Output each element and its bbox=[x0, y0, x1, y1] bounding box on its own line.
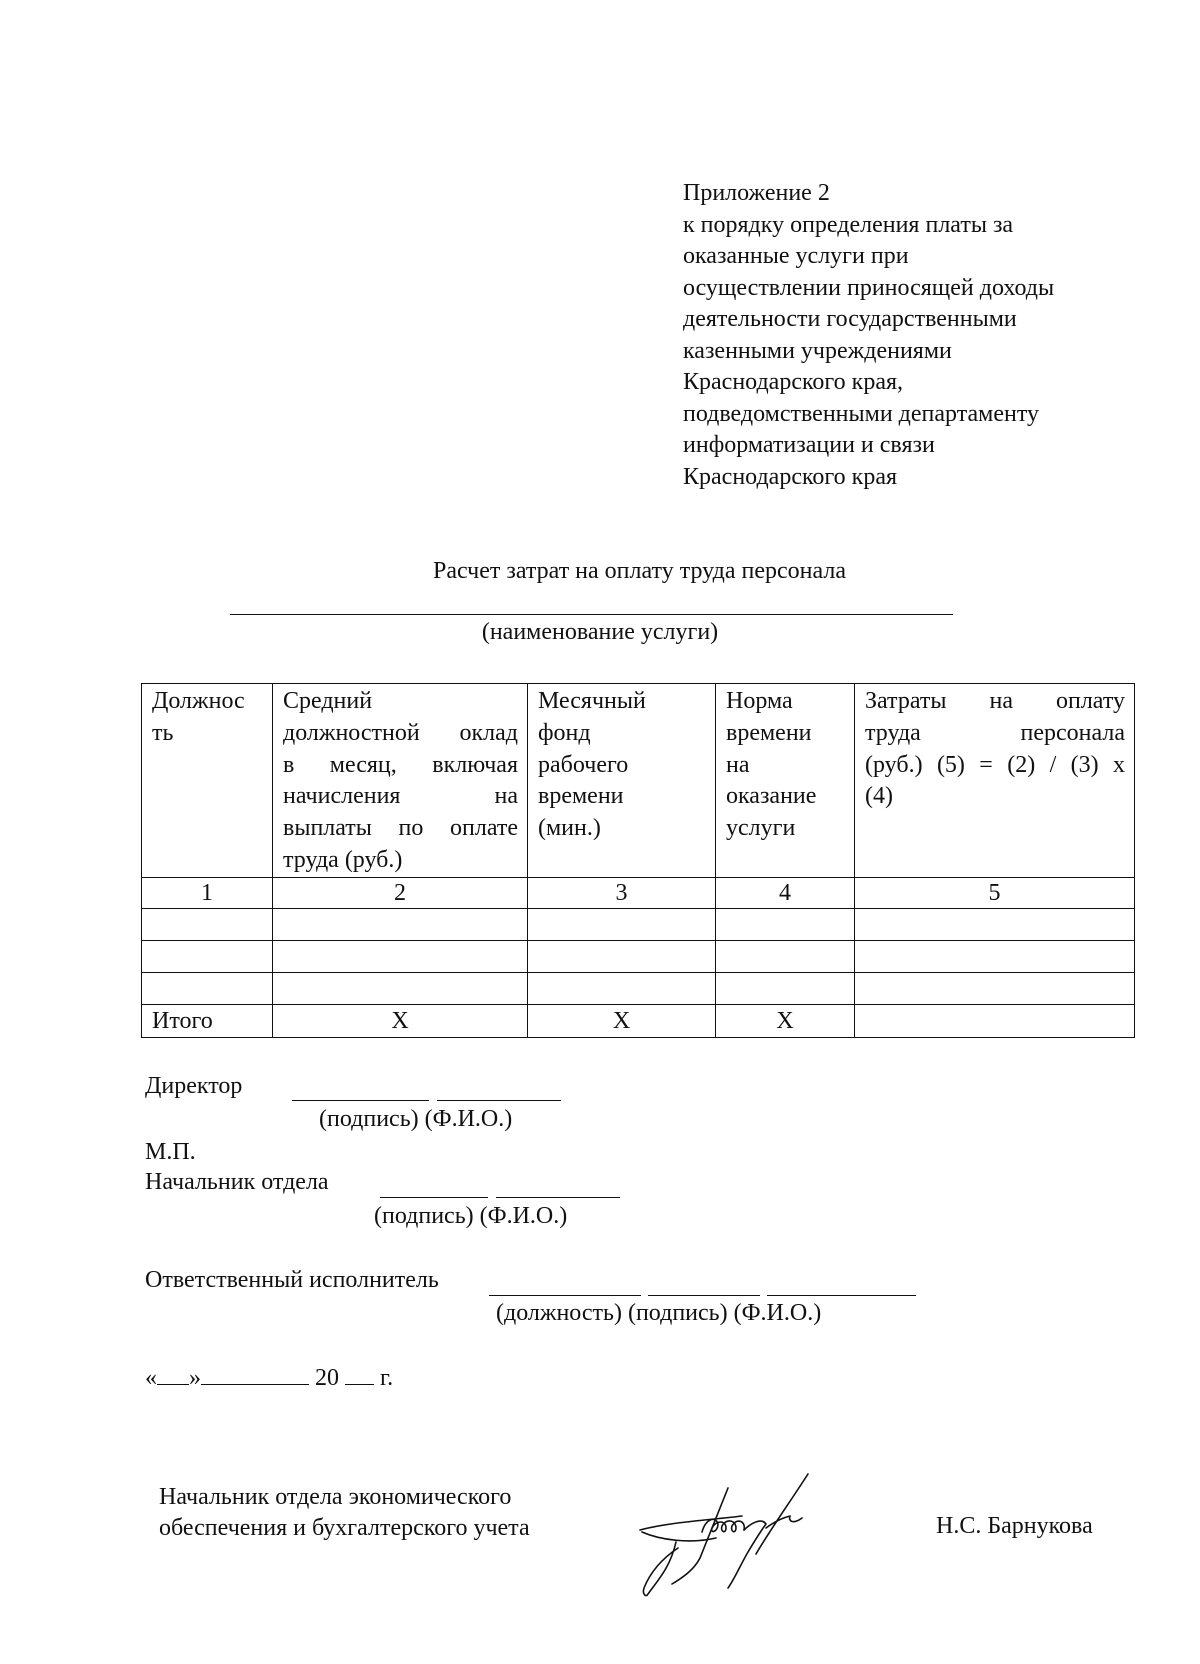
appendix-line: казенными учреждениями bbox=[683, 337, 952, 364]
table-cell bbox=[528, 940, 716, 972]
head-name-blank bbox=[496, 1175, 620, 1198]
header-line: труда персонала bbox=[865, 719, 1125, 746]
date-year-suffix: г. bbox=[380, 1365, 394, 1391]
director-name-blank bbox=[437, 1078, 561, 1101]
header-line: (руб.) (5) = (2) / (3) х bbox=[865, 751, 1125, 778]
column-number: 5 bbox=[855, 877, 1135, 908]
appendix-line: осуществлении приносящей доходы bbox=[683, 274, 1055, 301]
appendix-line: к порядку определения платы за bbox=[683, 211, 1014, 238]
date-close-quote: » bbox=[189, 1365, 201, 1391]
footer-position-line: Начальник отдела экономического bbox=[159, 1484, 512, 1510]
table-cell bbox=[716, 940, 855, 972]
footer-position-line: обеспечения и бухгалтерского учета bbox=[159, 1515, 530, 1541]
header-position bbox=[142, 684, 273, 878]
appendix-header bbox=[683, 178, 1054, 493]
table-cell bbox=[142, 972, 273, 1004]
table-row bbox=[142, 908, 1135, 940]
header-line: начисления на bbox=[283, 783, 518, 810]
table-header-row bbox=[142, 684, 1135, 878]
header-line: труда (руб.) bbox=[283, 846, 403, 873]
header-line: услуги bbox=[726, 815, 796, 842]
director-signature-blank bbox=[292, 1078, 429, 1101]
director-caption: (подпись) (Ф.И.О.) bbox=[319, 1106, 513, 1132]
table-row bbox=[142, 972, 1135, 1004]
stamp-label: М.П. bbox=[145, 1139, 196, 1165]
header-line: фонд bbox=[538, 719, 591, 746]
header-line: выплаты по оплате bbox=[283, 815, 518, 842]
column-number: 3 bbox=[528, 877, 716, 908]
total-row bbox=[142, 1004, 1135, 1037]
table-cell bbox=[273, 940, 528, 972]
appendix-line: информатизации и связи bbox=[683, 432, 935, 458]
cost-calculation-table bbox=[141, 683, 1135, 1038]
column-number-row bbox=[142, 877, 1135, 908]
appendix-line: Приложение 2 bbox=[683, 180, 830, 206]
footer-position bbox=[159, 1482, 530, 1544]
table-cell bbox=[142, 908, 273, 940]
appendix-line: оказанные услуги при bbox=[683, 243, 909, 269]
table-cell bbox=[528, 908, 716, 940]
head-caption: (подпись) (Ф.И.О.) bbox=[374, 1203, 568, 1229]
header-line: Норма bbox=[726, 688, 793, 714]
executor-label: Ответственный исполнитель bbox=[145, 1267, 439, 1293]
header-line: Затраты на оплату bbox=[865, 688, 1125, 714]
date-open-quote: « bbox=[145, 1365, 157, 1391]
total-cell: Х bbox=[716, 1004, 855, 1037]
table-cell bbox=[716, 972, 855, 1004]
date-month-blank bbox=[201, 1362, 309, 1385]
table-cell bbox=[142, 940, 273, 972]
document-title: Расчет затрат на оплату труда персонала bbox=[432, 558, 846, 584]
header-line: на bbox=[726, 751, 750, 778]
table-cell bbox=[528, 972, 716, 1004]
header-line: времени bbox=[538, 783, 624, 810]
executor-position-blank bbox=[489, 1273, 641, 1296]
header-line: оказание bbox=[726, 783, 817, 810]
header-line: в месяц, включая bbox=[283, 751, 518, 778]
total-cell bbox=[855, 1004, 1135, 1037]
header-line: (мин.) bbox=[538, 815, 601, 842]
column-number: 1 bbox=[142, 877, 273, 908]
column-number: 2 bbox=[273, 877, 528, 908]
director-label: Директор bbox=[145, 1073, 243, 1099]
table-cell bbox=[855, 972, 1135, 1004]
table-cell bbox=[716, 908, 855, 940]
date-year-prefix: 20 bbox=[315, 1365, 339, 1391]
head-signature-blank bbox=[380, 1175, 488, 1198]
service-name-line bbox=[230, 614, 953, 615]
header-labor-costs bbox=[855, 684, 1135, 878]
header-line: Должнос bbox=[152, 688, 245, 714]
header-line: Месячный bbox=[538, 688, 646, 714]
date-day-blank bbox=[157, 1362, 189, 1385]
appendix-line: деятельности государственными bbox=[683, 306, 1017, 332]
appendix-line: Краснодарского края, bbox=[683, 369, 904, 395]
handwritten-signature bbox=[630, 1472, 840, 1602]
date-year-blank bbox=[345, 1362, 374, 1385]
header-line: (4) bbox=[865, 783, 893, 810]
header-monthly-fund bbox=[528, 684, 716, 878]
header-line: рабочего bbox=[538, 751, 629, 778]
executor-name-blank bbox=[767, 1273, 916, 1296]
table-row bbox=[142, 940, 1135, 972]
table-cell bbox=[273, 972, 528, 1004]
executor-caption: (должность) (подпись) (Ф.И.О.) bbox=[496, 1300, 822, 1326]
executor-signature-blank bbox=[648, 1273, 760, 1296]
header-average-salary bbox=[273, 684, 528, 878]
total-cell: Х bbox=[528, 1004, 716, 1037]
total-cell: Х bbox=[273, 1004, 528, 1037]
table-cell bbox=[273, 908, 528, 940]
appendix-line: Краснодарского края bbox=[683, 463, 898, 490]
total-label: Итого bbox=[142, 1004, 273, 1037]
head-label: Начальник отдела bbox=[145, 1169, 329, 1195]
appendix-line: подведомственными департаменту bbox=[683, 400, 1039, 427]
header-line: Средний bbox=[283, 688, 373, 714]
header-time-norm bbox=[716, 684, 855, 878]
service-name-caption: (наименование услуги) bbox=[481, 619, 719, 645]
date-line bbox=[145, 1362, 393, 1393]
header-line: ть bbox=[152, 719, 174, 746]
header-line: времени bbox=[726, 719, 812, 746]
column-number: 4 bbox=[716, 877, 855, 908]
footer-name: Н.С. Барнукова bbox=[936, 1513, 1093, 1539]
table-cell bbox=[855, 940, 1135, 972]
header-line: должностной оклад bbox=[283, 719, 518, 746]
table-cell bbox=[855, 908, 1135, 940]
